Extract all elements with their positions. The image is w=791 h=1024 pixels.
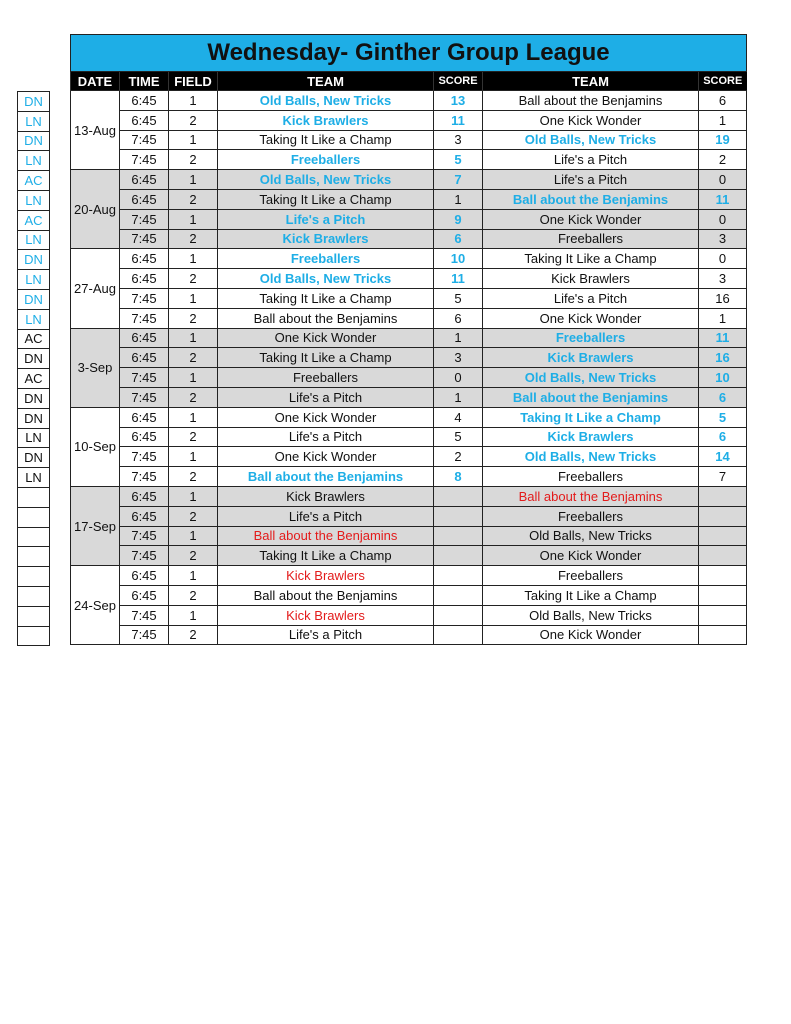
team1-score: 11: [434, 269, 483, 289]
team1-name: Life's a Pitch: [218, 427, 434, 447]
referee-cell: [18, 567, 50, 587]
week-date: 17-Sep: [71, 486, 120, 565]
table-row: [71, 566, 747, 586]
table-row: [71, 605, 747, 625]
team2-score: 6: [699, 91, 747, 111]
team2-name: Freeballers: [483, 467, 699, 487]
game-time: 7:45: [120, 546, 169, 566]
team1-name: One Kick Wonder: [218, 328, 434, 348]
table-row: [71, 625, 747, 645]
game-field: 2: [169, 585, 218, 605]
team1-name: Freeballers: [218, 368, 434, 388]
team1-name: Kick Brawlers: [218, 486, 434, 506]
table-row: [71, 585, 747, 605]
team1-score: 3: [434, 130, 483, 150]
referee-cell: [18, 527, 50, 547]
game-field: 1: [169, 249, 218, 269]
team1-name: Taking It Like a Champ: [218, 348, 434, 368]
team2-name: Ball about the Benjamins: [483, 189, 699, 209]
team1-score: [434, 605, 483, 625]
game-field: 1: [169, 288, 218, 308]
referee-cell: [18, 487, 50, 507]
header-score2: SCORE: [699, 72, 747, 91]
team1-score: 5: [434, 150, 483, 170]
game-field: 2: [169, 189, 218, 209]
team1-score: [434, 546, 483, 566]
team2-score: 16: [699, 288, 747, 308]
game-time: 6:45: [120, 170, 169, 190]
team1-score: 7: [434, 170, 483, 190]
table-row: [71, 348, 747, 368]
team1-score: 8: [434, 467, 483, 487]
table-row: [71, 150, 747, 170]
referee-cell: LN: [18, 111, 50, 131]
referee-cell: DN: [18, 388, 50, 408]
team2-score: [699, 625, 747, 645]
header-date: DATE: [71, 72, 120, 91]
game-time: 7:45: [120, 150, 169, 170]
referee-cell: DN: [18, 289, 50, 309]
table-row: [71, 486, 747, 506]
table-row: [71, 209, 747, 229]
team1-name: Kick Brawlers: [218, 110, 434, 130]
team2-score: [699, 605, 747, 625]
team1-score: 0: [434, 368, 483, 388]
referee-cell: LN: [18, 468, 50, 488]
referee-cell: DN: [18, 131, 50, 151]
game-time: 7:45: [120, 605, 169, 625]
referee-cell: [18, 547, 50, 567]
team1-score: 1: [434, 387, 483, 407]
header-field: FIELD: [169, 72, 218, 91]
game-time: 6:45: [120, 328, 169, 348]
team2-name: Ball about the Benjamins: [483, 486, 699, 506]
table-row: [71, 229, 747, 249]
team1-name: Taking It Like a Champ: [218, 189, 434, 209]
header-time: TIME: [120, 72, 169, 91]
team1-name: Ball about the Benjamins: [218, 308, 434, 328]
team2-score: 6: [699, 387, 747, 407]
game-field: 2: [169, 308, 218, 328]
team1-score: 6: [434, 308, 483, 328]
team2-score: 10: [699, 368, 747, 388]
game-time: 6:45: [120, 506, 169, 526]
game-time: 7:45: [120, 368, 169, 388]
game-field: 1: [169, 91, 218, 111]
referee-cell: [18, 507, 50, 527]
game-time: 6:45: [120, 585, 169, 605]
team2-name: One Kick Wonder: [483, 209, 699, 229]
team2-name: One Kick Wonder: [483, 546, 699, 566]
game-field: 2: [169, 427, 218, 447]
team1-name: One Kick Wonder: [218, 407, 434, 427]
schedule-table: [70, 34, 747, 645]
table-row: [71, 189, 747, 209]
game-field: 2: [169, 467, 218, 487]
team1-score: [434, 625, 483, 645]
team2-score: 3: [699, 269, 747, 289]
table-row: [71, 427, 747, 447]
team2-name: Freeballers: [483, 566, 699, 586]
game-time: 7:45: [120, 467, 169, 487]
team2-score: 6: [699, 427, 747, 447]
team2-name: Life's a Pitch: [483, 170, 699, 190]
referee-cell: DN: [18, 448, 50, 468]
header-team1: TEAM: [218, 72, 434, 91]
game-time: 6:45: [120, 348, 169, 368]
game-field: 2: [169, 546, 218, 566]
referee-cell: AC: [18, 369, 50, 389]
referee-cell: AC: [18, 210, 50, 230]
table-row: [71, 269, 747, 289]
team2-score: 5: [699, 407, 747, 427]
team2-score: 7: [699, 467, 747, 487]
game-time: 7:45: [120, 209, 169, 229]
team1-score: [434, 506, 483, 526]
referee-cell: [18, 626, 50, 646]
referee-cell: DN: [18, 408, 50, 428]
game-field: 1: [169, 447, 218, 467]
team1-name: Old Balls, New Tricks: [218, 91, 434, 111]
game-field: 1: [169, 605, 218, 625]
game-time: 6:45: [120, 566, 169, 586]
team1-score: 5: [434, 288, 483, 308]
table-row: [71, 387, 747, 407]
team1-name: Ball about the Benjamins: [218, 585, 434, 605]
referee-cell: LN: [18, 428, 50, 448]
team1-score: 4: [434, 407, 483, 427]
game-time: 7:45: [120, 229, 169, 249]
table-row: [71, 308, 747, 328]
team1-name: Freeballers: [218, 249, 434, 269]
game-field: 1: [169, 170, 218, 190]
referee-cell: DN: [18, 250, 50, 270]
table-row: [71, 249, 747, 269]
team1-name: Taking It Like a Champ: [218, 546, 434, 566]
table-row: [71, 91, 747, 111]
team2-name: One Kick Wonder: [483, 625, 699, 645]
team2-score: 1: [699, 308, 747, 328]
team2-score: 0: [699, 209, 747, 229]
week-date: 3-Sep: [71, 328, 120, 407]
team1-name: One Kick Wonder: [218, 447, 434, 467]
referee-cell: AC: [18, 171, 50, 191]
game-time: 7:45: [120, 308, 169, 328]
week-date: 10-Sep: [71, 407, 120, 486]
game-field: 1: [169, 566, 218, 586]
table-row: [71, 170, 747, 190]
team2-score: 16: [699, 348, 747, 368]
game-field: 2: [169, 229, 218, 249]
team2-name: Ball about the Benjamins: [483, 91, 699, 111]
game-field: 2: [169, 110, 218, 130]
team1-score: [434, 486, 483, 506]
game-field: 2: [169, 387, 218, 407]
referee-cell: DN: [18, 349, 50, 369]
team1-name: Taking It Like a Champ: [218, 288, 434, 308]
team2-score: 14: [699, 447, 747, 467]
game-time: 6:45: [120, 407, 169, 427]
team1-score: [434, 526, 483, 546]
team1-score: 1: [434, 189, 483, 209]
game-field: 1: [169, 368, 218, 388]
team2-name: Taking It Like a Champ: [483, 585, 699, 605]
team2-name: Kick Brawlers: [483, 427, 699, 447]
team2-score: 0: [699, 170, 747, 190]
game-field: 1: [169, 486, 218, 506]
team2-name: Freeballers: [483, 229, 699, 249]
team1-score: 1: [434, 328, 483, 348]
team2-score: 11: [699, 189, 747, 209]
team1-name: Ball about the Benjamins: [218, 526, 434, 546]
team2-name: Life's a Pitch: [483, 288, 699, 308]
team2-name: Freeballers: [483, 506, 699, 526]
table-row: [71, 368, 747, 388]
game-time: 7:45: [120, 387, 169, 407]
team2-score: 1: [699, 110, 747, 130]
table-row: [71, 407, 747, 427]
table-row: [71, 546, 747, 566]
referee-cell: LN: [18, 230, 50, 250]
game-time: 6:45: [120, 486, 169, 506]
team1-score: 10: [434, 249, 483, 269]
game-field: 2: [169, 150, 218, 170]
referee-cell: DN: [18, 92, 50, 112]
game-time: 7:45: [120, 288, 169, 308]
game-time: 7:45: [120, 447, 169, 467]
team1-name: Old Balls, New Tricks: [218, 269, 434, 289]
team2-score: 2: [699, 150, 747, 170]
team2-name: One Kick Wonder: [483, 308, 699, 328]
table-row: [71, 130, 747, 150]
team1-score: [434, 566, 483, 586]
referee-cell: LN: [18, 151, 50, 171]
game-field: 2: [169, 348, 218, 368]
team1-score: 9: [434, 209, 483, 229]
week-date: 27-Aug: [71, 249, 120, 328]
team2-name: Old Balls, New Tricks: [483, 368, 699, 388]
referee-column: [17, 91, 50, 646]
team2-score: [699, 526, 747, 546]
team2-name: One Kick Wonder: [483, 110, 699, 130]
week-date: 24-Sep: [71, 566, 120, 645]
team1-score: 3: [434, 348, 483, 368]
team1-score: 13: [434, 91, 483, 111]
week-date: 20-Aug: [71, 170, 120, 249]
game-field: 1: [169, 526, 218, 546]
team2-name: Kick Brawlers: [483, 348, 699, 368]
team1-score: 6: [434, 229, 483, 249]
team2-score: 11: [699, 328, 747, 348]
table-row: [71, 288, 747, 308]
team1-name: Taking It Like a Champ: [218, 130, 434, 150]
game-field: 1: [169, 328, 218, 348]
game-time: 6:45: [120, 110, 169, 130]
team2-score: [699, 546, 747, 566]
game-time: 6:45: [120, 269, 169, 289]
referee-cell: LN: [18, 190, 50, 210]
table-row: [71, 526, 747, 546]
header-team2: TEAM: [483, 72, 699, 91]
referee-cell: AC: [18, 329, 50, 349]
team2-name: Old Balls, New Tricks: [483, 130, 699, 150]
team2-name: Old Balls, New Tricks: [483, 447, 699, 467]
game-time: 6:45: [120, 189, 169, 209]
team1-name: Kick Brawlers: [218, 566, 434, 586]
team2-name: Old Balls, New Tricks: [483, 605, 699, 625]
table-row: [71, 467, 747, 487]
team2-score: [699, 566, 747, 586]
referee-cell: [18, 606, 50, 626]
team1-name: Ball about the Benjamins: [218, 467, 434, 487]
team2-name: Life's a Pitch: [483, 150, 699, 170]
table-row: [71, 447, 747, 467]
team1-name: Life's a Pitch: [218, 506, 434, 526]
team2-name: Ball about the Benjamins: [483, 387, 699, 407]
game-field: 2: [169, 269, 218, 289]
team2-name: Old Balls, New Tricks: [483, 526, 699, 546]
team2-score: [699, 585, 747, 605]
team1-score: 11: [434, 110, 483, 130]
table-row: [71, 110, 747, 130]
game-field: 1: [169, 209, 218, 229]
team1-name: Old Balls, New Tricks: [218, 170, 434, 190]
game-field: 2: [169, 625, 218, 645]
team2-name: Kick Brawlers: [483, 269, 699, 289]
team2-score: 0: [699, 249, 747, 269]
team1-score: [434, 585, 483, 605]
referee-cell: LN: [18, 309, 50, 329]
team2-score: [699, 486, 747, 506]
team1-name: Kick Brawlers: [218, 229, 434, 249]
game-time: 7:45: [120, 526, 169, 546]
team2-score: 3: [699, 229, 747, 249]
table-row: [71, 328, 747, 348]
team2-name: Freeballers: [483, 328, 699, 348]
game-field: 1: [169, 130, 218, 150]
game-time: 6:45: [120, 427, 169, 447]
game-time: 6:45: [120, 91, 169, 111]
header-score1: SCORE: [434, 72, 483, 91]
game-time: 7:45: [120, 130, 169, 150]
game-time: 7:45: [120, 625, 169, 645]
team1-score: 2: [434, 447, 483, 467]
page-title: Wednesday- Ginther Group League: [71, 35, 747, 72]
week-date: 13-Aug: [71, 91, 120, 170]
referee-cell: LN: [18, 270, 50, 290]
header-row: [71, 72, 747, 91]
game-field: 1: [169, 407, 218, 427]
team2-score: 19: [699, 130, 747, 150]
team1-name: Kick Brawlers: [218, 605, 434, 625]
team1-name: Life's a Pitch: [218, 387, 434, 407]
game-time: 6:45: [120, 249, 169, 269]
team2-score: [699, 506, 747, 526]
team2-name: Taking It Like a Champ: [483, 249, 699, 269]
referee-cell: [18, 586, 50, 606]
team1-name: Freeballers: [218, 150, 434, 170]
table-row: [71, 506, 747, 526]
team1-name: Life's a Pitch: [218, 209, 434, 229]
team1-score: 5: [434, 427, 483, 447]
game-field: 2: [169, 506, 218, 526]
team1-name: Life's a Pitch: [218, 625, 434, 645]
team2-name: Taking It Like a Champ: [483, 407, 699, 427]
